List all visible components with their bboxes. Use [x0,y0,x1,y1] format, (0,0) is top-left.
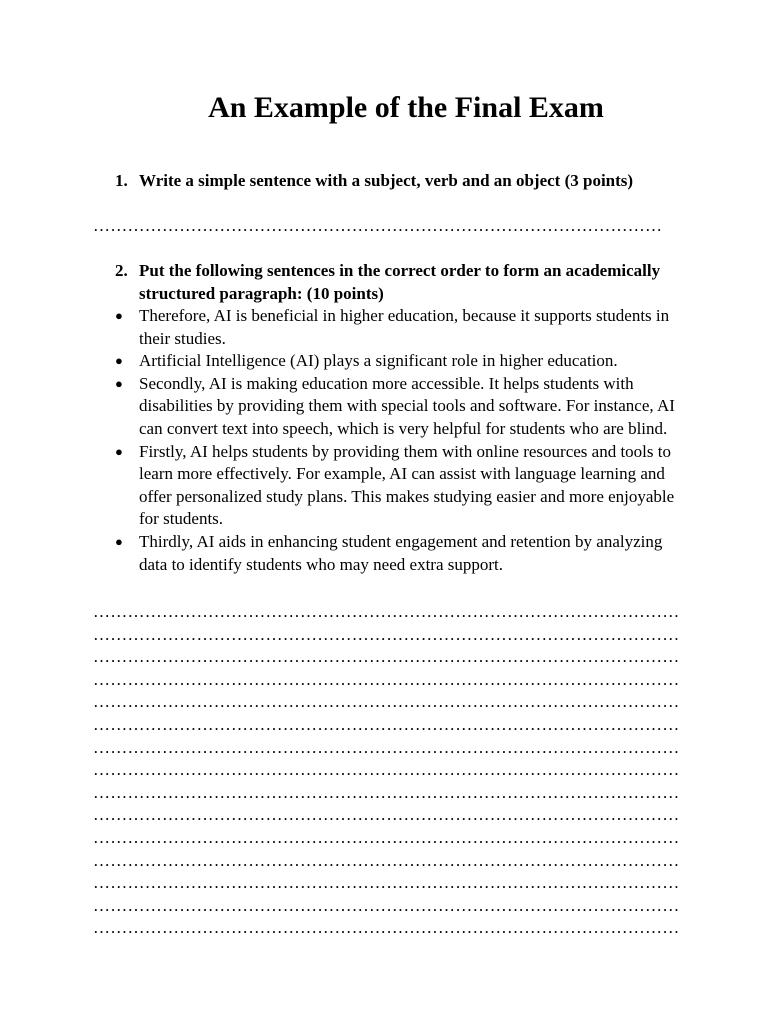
bullet-icon: ● [115,443,123,459]
answer-line: ………………………………………………………………………………………… [93,918,680,938]
page-title: An Example of the Final Exam [208,91,604,124]
answer-line: ………………………………………………………………………………………… [93,624,680,644]
question-2-number: 2. [115,261,128,280]
question-1-number: 1. [115,171,128,190]
bullet-icon: ● [115,533,123,549]
question-1-text: Write a simple sentence with a subject, verb and an object (3 points) [139,171,634,190]
answer-line: ………………………………………………………………………………………… [93,692,680,712]
list-item [115,350,675,373]
answer-line: ………………………………………………………………………………………… [93,782,680,802]
answer-line: ………………………………………………………………………………………… [93,669,680,689]
answer-line: ………………………………………………………………………………………… [93,895,680,915]
answer-line: ………………………………………………………………………………………… [93,805,680,825]
bullet-icon: ● [115,353,123,369]
answer-line: ………………………………………………………………………………………… [93,827,680,847]
sentence-text: Artificial Intelligence (AI) plays a significant role in higher education. [139,351,618,371]
answer-line: ………………………………………………………………………………………… [93,873,680,893]
answer-line: ………………………………………………………………………………………… [93,714,680,734]
answer-line: ………………………………………………………………………………………… [93,850,680,870]
question-2-text: Put the following sentences in the correct order to form an academically structured paragraph: (10 points) [139,261,661,303]
question-2 [115,260,679,305]
list-item [115,373,675,441]
answer-line: ………………………………………………………………………………………… [93,760,680,780]
question-1-answer-line: ……………………………………………………………………………………… [93,216,663,235]
sentence-text: Therefore, AI is beneficial in higher education, because it supports students in their studies. [139,306,670,348]
answer-line: ………………………………………………………………………………………… [93,737,680,757]
sentence-text: Thirdly, AI aids in enhancing student engagement and retention by analyzing data to identify students who may need extra support. [139,531,663,574]
question-1 [115,170,679,193]
answer-line: ………………………………………………………………………………………… [93,647,680,667]
answer-line: ………………………………………………………………………………………… [93,602,680,621]
bullet-icon: ● [115,308,123,323]
question-2-answer-area [0,601,768,940]
sentence-text: Firstly, AI helps students by providing them with online resources and tools to learn more effectively. For example, AI can assist with language learning and offer personalized study plans. This makes studying easier and more enjoyable for students. [139,441,675,529]
sentence-text: Secondly, AI is making education more accessible. It helps students with disabilities by providing them with special tools and software. For instance, AI can convert text into speech, which is very helpful for students who are blind. [139,373,675,438]
bullet-icon: ● [115,375,123,391]
list-item [115,305,675,350]
list-item [115,441,675,531]
sentence-list [115,305,675,576]
list-item [115,531,675,576]
